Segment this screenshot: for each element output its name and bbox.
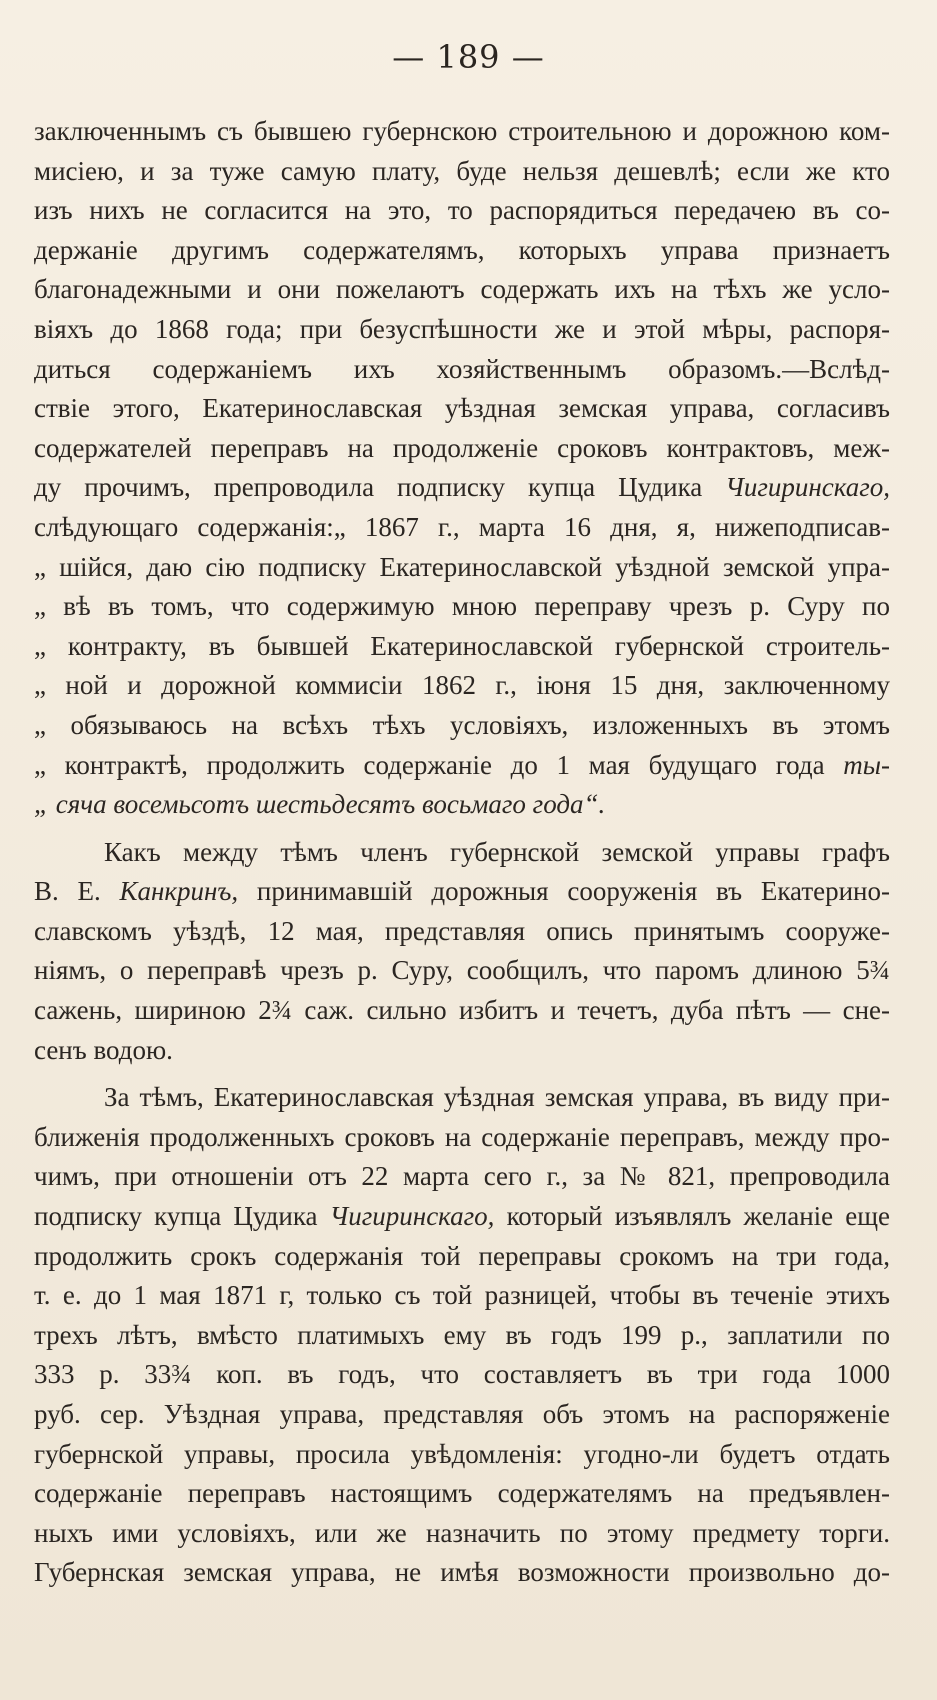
text-line: „ вѣ въ томъ, что содержимую мною переправу чрезъ р. Суру по (34, 591, 890, 622)
italic-name: Канкринъ, (119, 876, 239, 907)
paragraph-start: Какъ между тѣмъ членъ губернской земской управы графъ (104, 836, 890, 867)
paragraph-start: За тѣмъ, Екатеринославская уѣздная земская управа, въ виду при- (104, 1082, 890, 1113)
text-line: благонадежными и они пожелаютъ содержать ихъ на тѣхъ же усло- (34, 274, 890, 305)
text-line: „ ной и дорожной коммисіи 1862 г., іюня 15 дня, заключенному (34, 670, 890, 701)
text-line (34, 468, 890, 508)
text-line (34, 746, 890, 786)
text-line: „ контракту, въ бывшей Екатеринославской губернской строитель- (34, 630, 890, 661)
text-line (34, 1197, 890, 1237)
text-line: трехъ лѣтъ, вмѣсто платимыхъ ему въ годъ 199 р., заплатили по (34, 1319, 890, 1350)
text-line: ныхъ ими условіяхъ, или же назначить по этому предмету торги. (34, 1517, 890, 1548)
italic-name: Чигиринскаго, (725, 472, 890, 503)
text-line: т. е. до 1 мая 1871 г, только съ той разницей, чтобы въ теченіе этихъ (34, 1280, 890, 1311)
text-line: изъ нихъ не согласится на это, то распорядиться передачею въ со- (34, 195, 890, 226)
text-line: ніямъ, о переправѣ чрезъ р. Суру, сообщилъ, что паромъ длиною 5¾ (34, 955, 890, 986)
text-line: губернской управы, просила увѣдомленія: угодно-ли будетъ отдать (34, 1438, 890, 1469)
line-segment: ду прочимъ, препроводила подписку купца Цудика (34, 472, 703, 503)
text-line: „ обязываюсь на всѣхъ тѣхъ условіяхъ, изложенныхъ въ этомъ (34, 709, 890, 740)
italic-name: Чигиринскаго, (329, 1201, 495, 1232)
text-line: 333 р. 33¾ коп. въ годъ, что составляетъ въ три года 1000 (34, 1359, 890, 1390)
text-line: продолжить срокъ содержанія той переправы срокомъ на три года, (34, 1240, 890, 1271)
text-line: содержаніе переправъ настоящимъ содержателямъ на предъявлен- (34, 1478, 890, 1509)
line-segment: принимавшій дорожныя сооруженія въ Екатерино- (256, 876, 890, 907)
page-number: — 189 — (392, 38, 545, 76)
text-line: руб. сер. Уѣздная управа, представляя объ этомъ на распоряженіе (34, 1399, 890, 1429)
text-line: содержателей переправъ на продолженіе сроковъ контрактовъ, меж- (34, 432, 890, 463)
text-line: держаніе другимъ содержателямъ, которыхъ управа признаетъ (34, 234, 890, 265)
line-segment: В. Е. (34, 876, 101, 907)
text-line: славскомъ уѣздѣ, 12 мая, представляя опись принятымъ сооруже- (34, 915, 890, 946)
text-line: віяхъ до 1868 года; при безуспѣшности же и этой мѣры, распоря- (34, 313, 890, 344)
text-line: сенъ водою. (34, 1034, 173, 1065)
text-line: чимъ, при отношеніи отъ 22 марта сего г., за № 821, препроводила (34, 1161, 890, 1192)
italic-year: ты- (843, 749, 890, 780)
text-line: диться содержаніемъ ихъ хозяйственнымъ образомъ.—Вслѣд- (34, 353, 890, 384)
text-line: Губернская земская управа, не имѣя возможности произвольно до- (34, 1557, 890, 1588)
line-segment: „ контрактѣ, продолжить содержаніе до 1 мая будущаго года (34, 749, 825, 780)
text-line: слѣдующаго содержанія:„ 1867 г., марта 16 дня, я, нижеподписав- (34, 511, 890, 542)
text-line: заключеннымъ съ бывшею губернскою строительною и дорожною ком- (34, 116, 890, 146)
text-line: сажень, шириною 2¾ саж. сильно избитъ и течетъ, дуба пѣтъ — сне- (34, 995, 890, 1026)
text-line: мисіею, и за туже самую плату, буде нельзя дешевлѣ; если же кто (34, 155, 890, 186)
text-line (34, 872, 890, 912)
line-segment: подписку купца Цудика (34, 1201, 318, 1232)
line-segment: который изъявлялъ желаніе еще (506, 1201, 890, 1232)
body-text (34, 112, 890, 1593)
text-line: „ сяча восемьсотъ шестьдесятъ восьмаго года“. (34, 789, 606, 820)
text-line: ствіе этого, Екатеринославская уѣздная земская управа, согласивъ (34, 393, 890, 424)
text-line: ближенія продолженныхъ сроковъ на содержаніе переправъ, между про- (34, 1121, 890, 1152)
text-line: „ шійся, даю сію подписку Екатеринославской уѣздной земской упра- (34, 551, 890, 582)
